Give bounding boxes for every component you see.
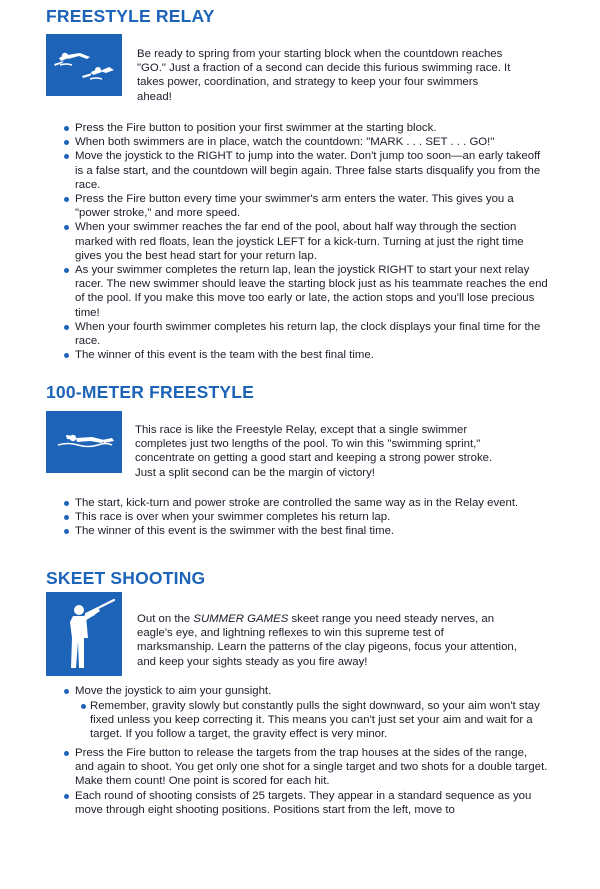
list-item: When both swimmers are in place, watch the countdown: "MARK . . . SET . . . GO!" <box>62 135 548 149</box>
section-intro-freestyle-relay: Be ready to spring from your starting block when the countdown reaches "GO." Just a fraction of a second can decide this furious swimming race. It takes power, coordination, and strategy to keep your four swimmers ahead! <box>137 48 511 103</box>
section-intro-skeet-shooting <box>137 612 517 669</box>
skeet-shooting-sub-instructions <box>79 699 548 742</box>
skeet-shooting-instructions-continued <box>62 746 548 817</box>
section-title-skeet-shooting: SKEET SHOOTING <box>46 568 206 588</box>
section-intro-100m-freestyle: This race is like the Freestyle Relay, except that a single swimmer completes just two lengths of the pool. To win this "swimming sprint," concentrate on getting a good start and keeping a strong power stroke. Just a split second can be the margin of victory! <box>135 424 493 479</box>
list-item: Press the Fire button every time your swimmer's arm enters the water. This gives you a "power stroke," and more speed. <box>62 192 548 220</box>
list-item: This race is over when your swimmer completes his return lap. <box>62 510 542 524</box>
intro-text: skeet range you need steady nerves, an eagle's eye, and lightning reflexes to win this supreme test of marksmanship. Learn the patterns of the clay pigeons, focus your attention, and keep your sights steady as you fire away! <box>137 613 517 668</box>
list-item: Move the joystick to the RIGHT to jump into the water. Don't jump too soon—an early takeoff is a false start, and the countdown will begin again. Three false starts disqualify you from the race. <box>62 149 548 192</box>
intro-text: Out on the <box>137 613 194 625</box>
100m-freestyle-instructions <box>62 496 542 539</box>
list-item: Move the joystick to aim your gunsight. <box>62 684 548 698</box>
freestyle-swimmer-icon <box>46 411 122 473</box>
list-item: The start, kick-turn and power stroke are controlled the same way as in the Relay event. <box>62 496 542 510</box>
section-title-100m-freestyle: 100-METER FREESTYLE <box>46 382 255 402</box>
skeet-shooting-instructions <box>62 684 548 698</box>
list-item: Press the Fire button to release the targets from the trap houses at the sides of the range, and again to shoot. You get only one shot for a single target and two shots for a double target. Make them count! One point is scored for each hit. <box>62 746 548 789</box>
list-item: Press the Fire button to position your first swimmer at the starting block. <box>62 121 548 135</box>
relay-swimmers-icon <box>46 34 122 96</box>
list-item: The winner of this event is the team with the best final time. <box>62 348 548 362</box>
list-item: Each round of shooting consists of 25 targets. They appear in a standard sequence as you move through eight shooting positions. Positions start from the left, move to <box>62 789 548 817</box>
intro-game-title: SUMMER GAMES <box>193 613 289 625</box>
list-item: As your swimmer completes the return lap, lean the joystick RIGHT to start your next relay racer. The new swimmer should leave the starting block just as his teammate reaches the end of the pool. If you make this move too early or late, the action stops and you'll lose precious time! <box>62 263 548 320</box>
section-title-freestyle-relay: FREESTYLE RELAY <box>46 6 215 26</box>
list-item: The winner of this event is the swimmer with the best final time. <box>62 524 542 538</box>
list-item: When your fourth swimmer completes his return lap, the clock displays your final time for the race. <box>62 320 548 348</box>
freestyle-relay-instructions <box>62 121 548 362</box>
list-item: When your swimmer reaches the far end of the pool, about half way through the section marked with red floats, lean the joystick LEFT for a kick-turn. Turning at just the right time gives you the best head start for your return lap. <box>62 220 548 263</box>
sub-list-item: Remember, gravity slowly but constantly pulls the sight downward, so your aim won't stay fixed unless you keep correcting it. This means you can't just set your aim and wait for a target. If you follow a target, the gravity effect is very minor. <box>79 699 548 742</box>
skeet-shooter-icon <box>46 592 122 676</box>
